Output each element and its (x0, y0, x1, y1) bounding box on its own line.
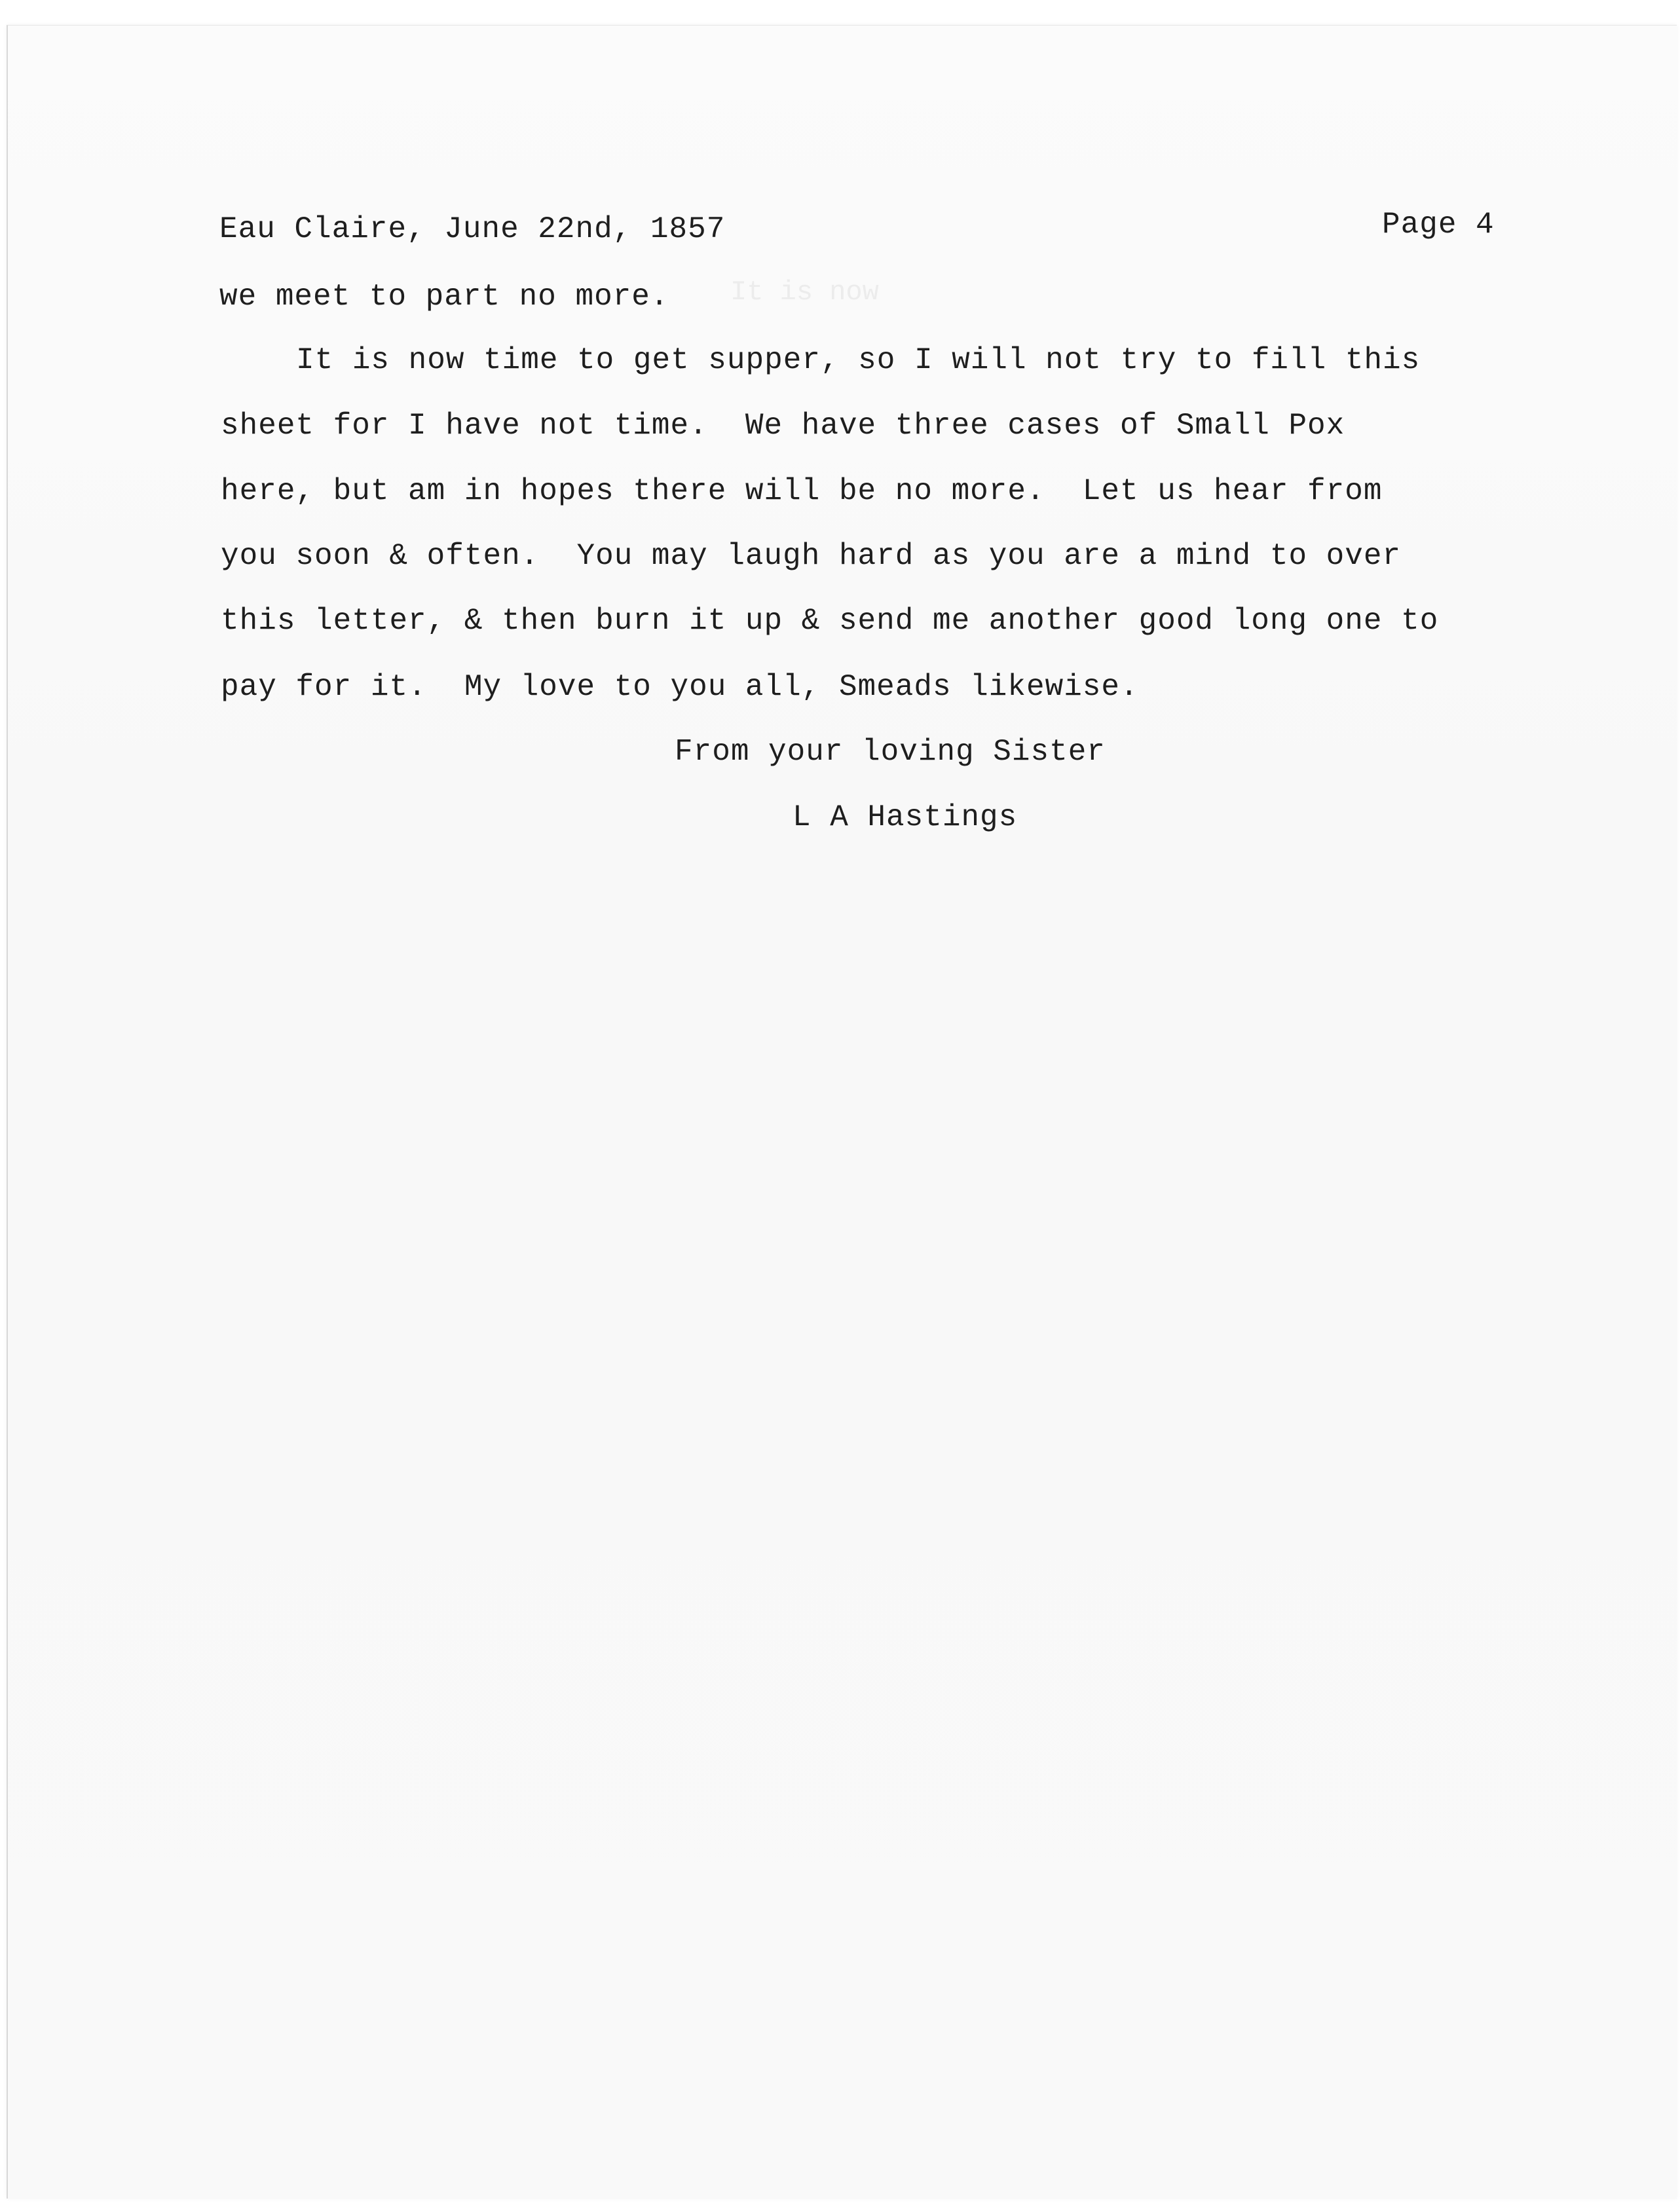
letter-body-line: we meet to part no more. (219, 280, 669, 314)
letter-body-line: this letter, & then burn it up & send me another good long one to (221, 604, 1439, 638)
page-number: Page 4 (1382, 208, 1495, 242)
letter-header-place-date: Eau Claire, June 22nd, 1857 (219, 212, 726, 246)
letter-signature: L A Hastings (793, 800, 1018, 834)
letter-body-line: here, but am in hopes there will be no more. Let us hear from (221, 474, 1383, 508)
letter-body-line: you soon & often. You may laugh hard as you are a mind to over (221, 539, 1402, 573)
show-through-text: It is now (730, 276, 879, 308)
letter-body-line: sheet for I have not time. We have three cases of Small Pox (221, 409, 1345, 443)
letter-body-line: It is now time to get supper, so I will not try to fill this (296, 343, 1421, 377)
letter-body-line: pay for it. My love to you all, Smeads likewise. (221, 670, 1139, 704)
letter-closing: From your loving Sister (675, 735, 1106, 769)
